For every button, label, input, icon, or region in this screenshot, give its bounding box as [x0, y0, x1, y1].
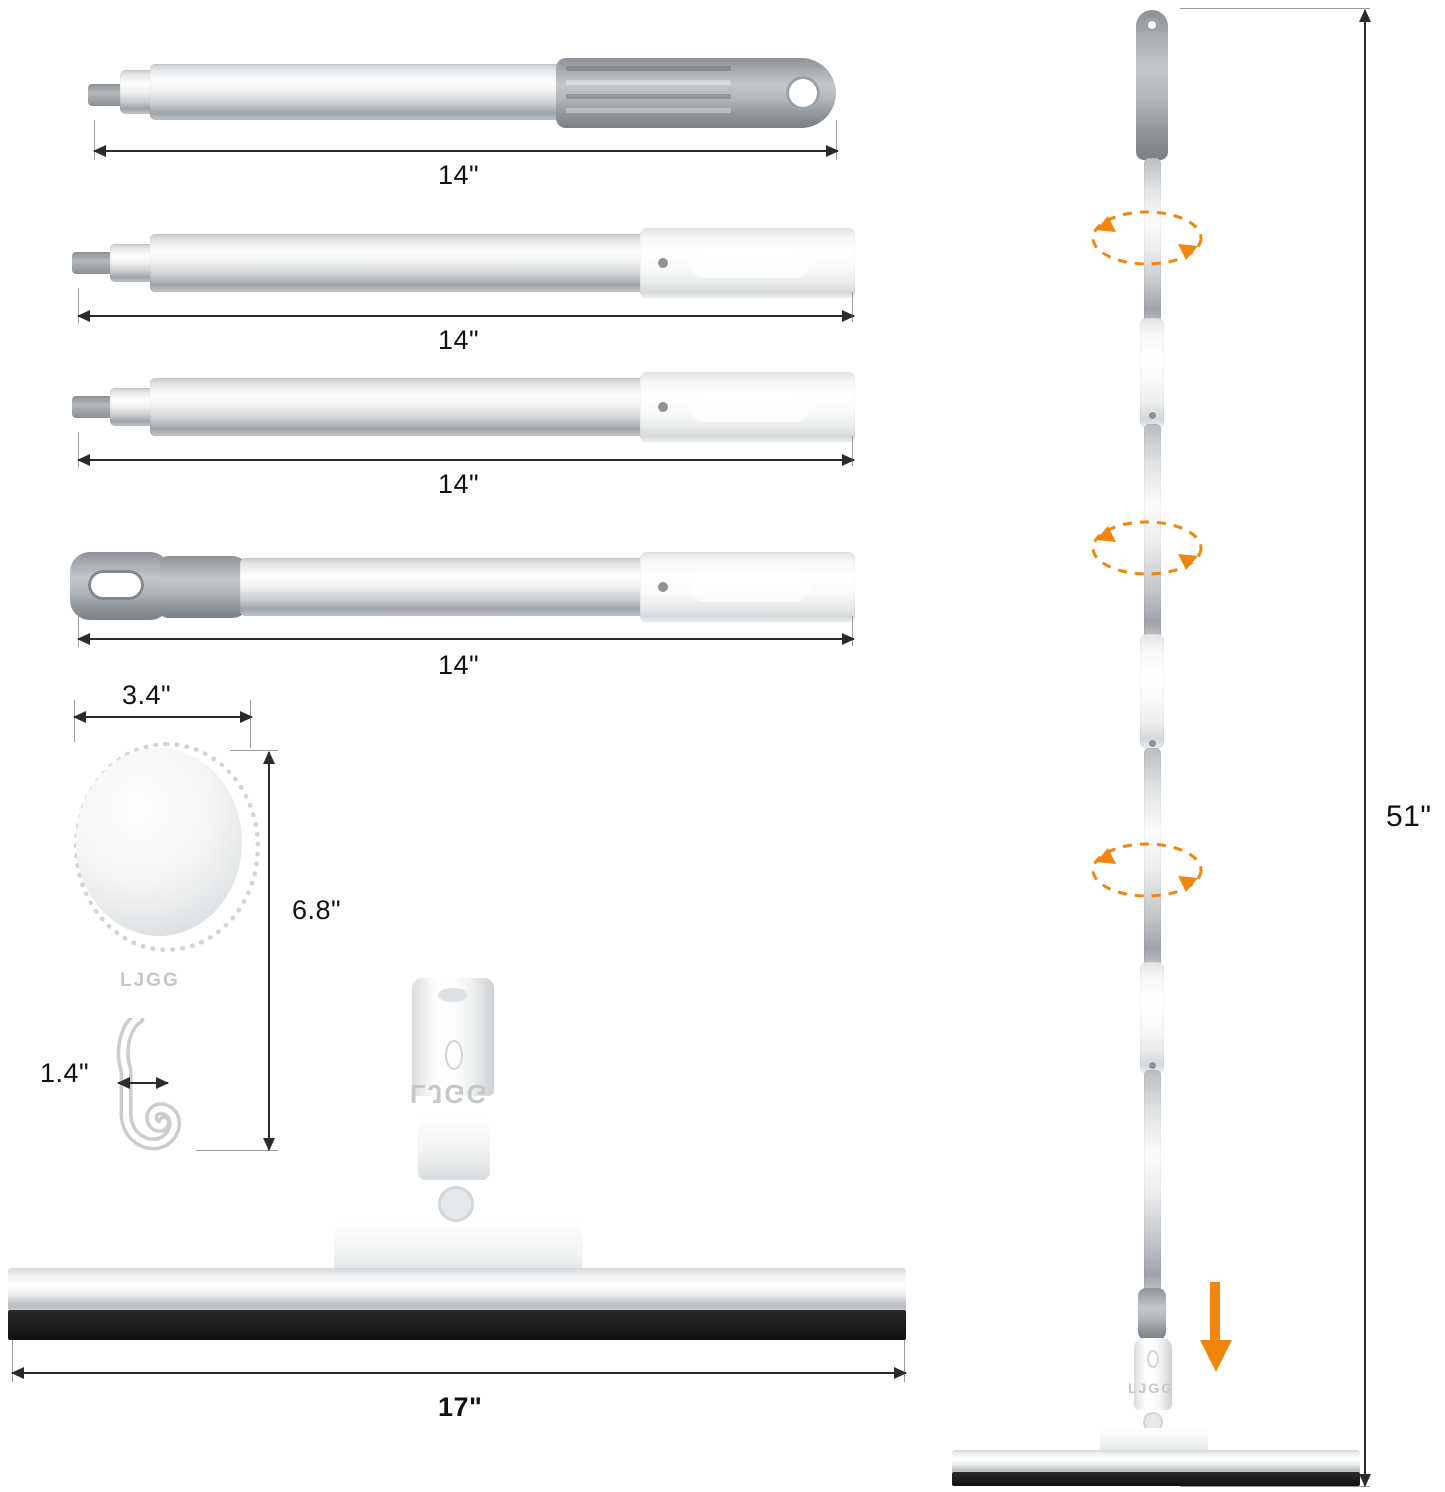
socket-opening: [438, 988, 468, 1002]
head-neck: [418, 1118, 490, 1180]
dimension-line-hook-width: [118, 1082, 168, 1084]
dimension-label-section4: 14": [438, 650, 480, 680]
dimension-label-cap-width: 3.4": [122, 680, 172, 710]
dim-tick: [1180, 8, 1370, 9]
screw-dot: [1149, 740, 1156, 747]
hanging-hole: [786, 76, 820, 110]
screw-dot: [658, 402, 668, 412]
brand-logo: LJGG: [410, 1079, 489, 1109]
dimension-label-hook-width: 1.4": [40, 1058, 90, 1088]
socket-hole: [1147, 1350, 1159, 1368]
dimension-line-section1: [94, 150, 838, 152]
tube-main: [150, 64, 570, 120]
collar-highlight: [690, 248, 810, 278]
socket-hole: [445, 1040, 463, 1070]
dimension-label-head-width: 17": [438, 1392, 483, 1422]
collar-highlight: [690, 572, 810, 602]
screw-dot: [658, 582, 668, 592]
rotate-arrow-icon-2: [1082, 508, 1212, 588]
dim-tick: [250, 700, 251, 748]
bottom-connector: [1138, 1288, 1166, 1340]
dimension-label-section3: 14": [438, 469, 480, 499]
cap-disc: [76, 748, 242, 936]
dimension-label-total-height: 51": [1386, 800, 1432, 833]
dimension-label-cap-height: 6.8": [292, 895, 342, 925]
grip-ridge: [566, 80, 731, 85]
rubber-blade: [8, 1310, 906, 1340]
dim-tick: [1180, 1486, 1370, 1487]
hanging-hole: [1145, 18, 1159, 32]
head-socket: [1134, 1338, 1172, 1410]
dimension-line-section3: [78, 459, 854, 461]
grip-ridge: [566, 94, 731, 99]
tube-main: [240, 558, 652, 616]
blade-bar: [952, 1450, 1360, 1474]
tube-main: [150, 234, 650, 292]
collar-highlight: [690, 392, 810, 422]
screw-dot: [658, 258, 668, 268]
rotate-arrow-icon-1: [1082, 198, 1212, 278]
pole-collar-3: [1140, 962, 1164, 1074]
dimension-label-section1: 14": [438, 160, 480, 190]
connector-sleeve: [160, 556, 250, 618]
brand-logo: LJGG: [1128, 1380, 1175, 1396]
brand-logo: LJGG: [120, 970, 180, 991]
pivot-joint: [438, 1186, 474, 1222]
pole-collar-2: [1140, 634, 1164, 749]
tube-main: [150, 378, 650, 436]
pole-segment-steel-4: [1144, 1070, 1161, 1292]
connect-slot: [88, 570, 144, 600]
dimension-line-section2: [78, 315, 854, 317]
down-arrow-icon: [1196, 1282, 1236, 1374]
grip-ridge: [566, 108, 731, 113]
dimension-line-head-width: [12, 1372, 906, 1374]
screw-dot: [1149, 1062, 1156, 1069]
dimension-line-total-height: [1364, 10, 1366, 1486]
top-grip: [1136, 10, 1168, 160]
grip-ridge: [566, 66, 731, 71]
dimension-label-section2: 14": [438, 325, 480, 355]
screw-dot: [1149, 412, 1156, 419]
dimension-line-section4: [78, 638, 854, 640]
dimension-line-cap-width: [74, 716, 252, 718]
rotate-arrow-icon-3: [1082, 830, 1212, 910]
blade-bar: [8, 1268, 906, 1312]
dimension-line-cap-height: [268, 752, 270, 1150]
rubber-blade: [952, 1472, 1360, 1486]
